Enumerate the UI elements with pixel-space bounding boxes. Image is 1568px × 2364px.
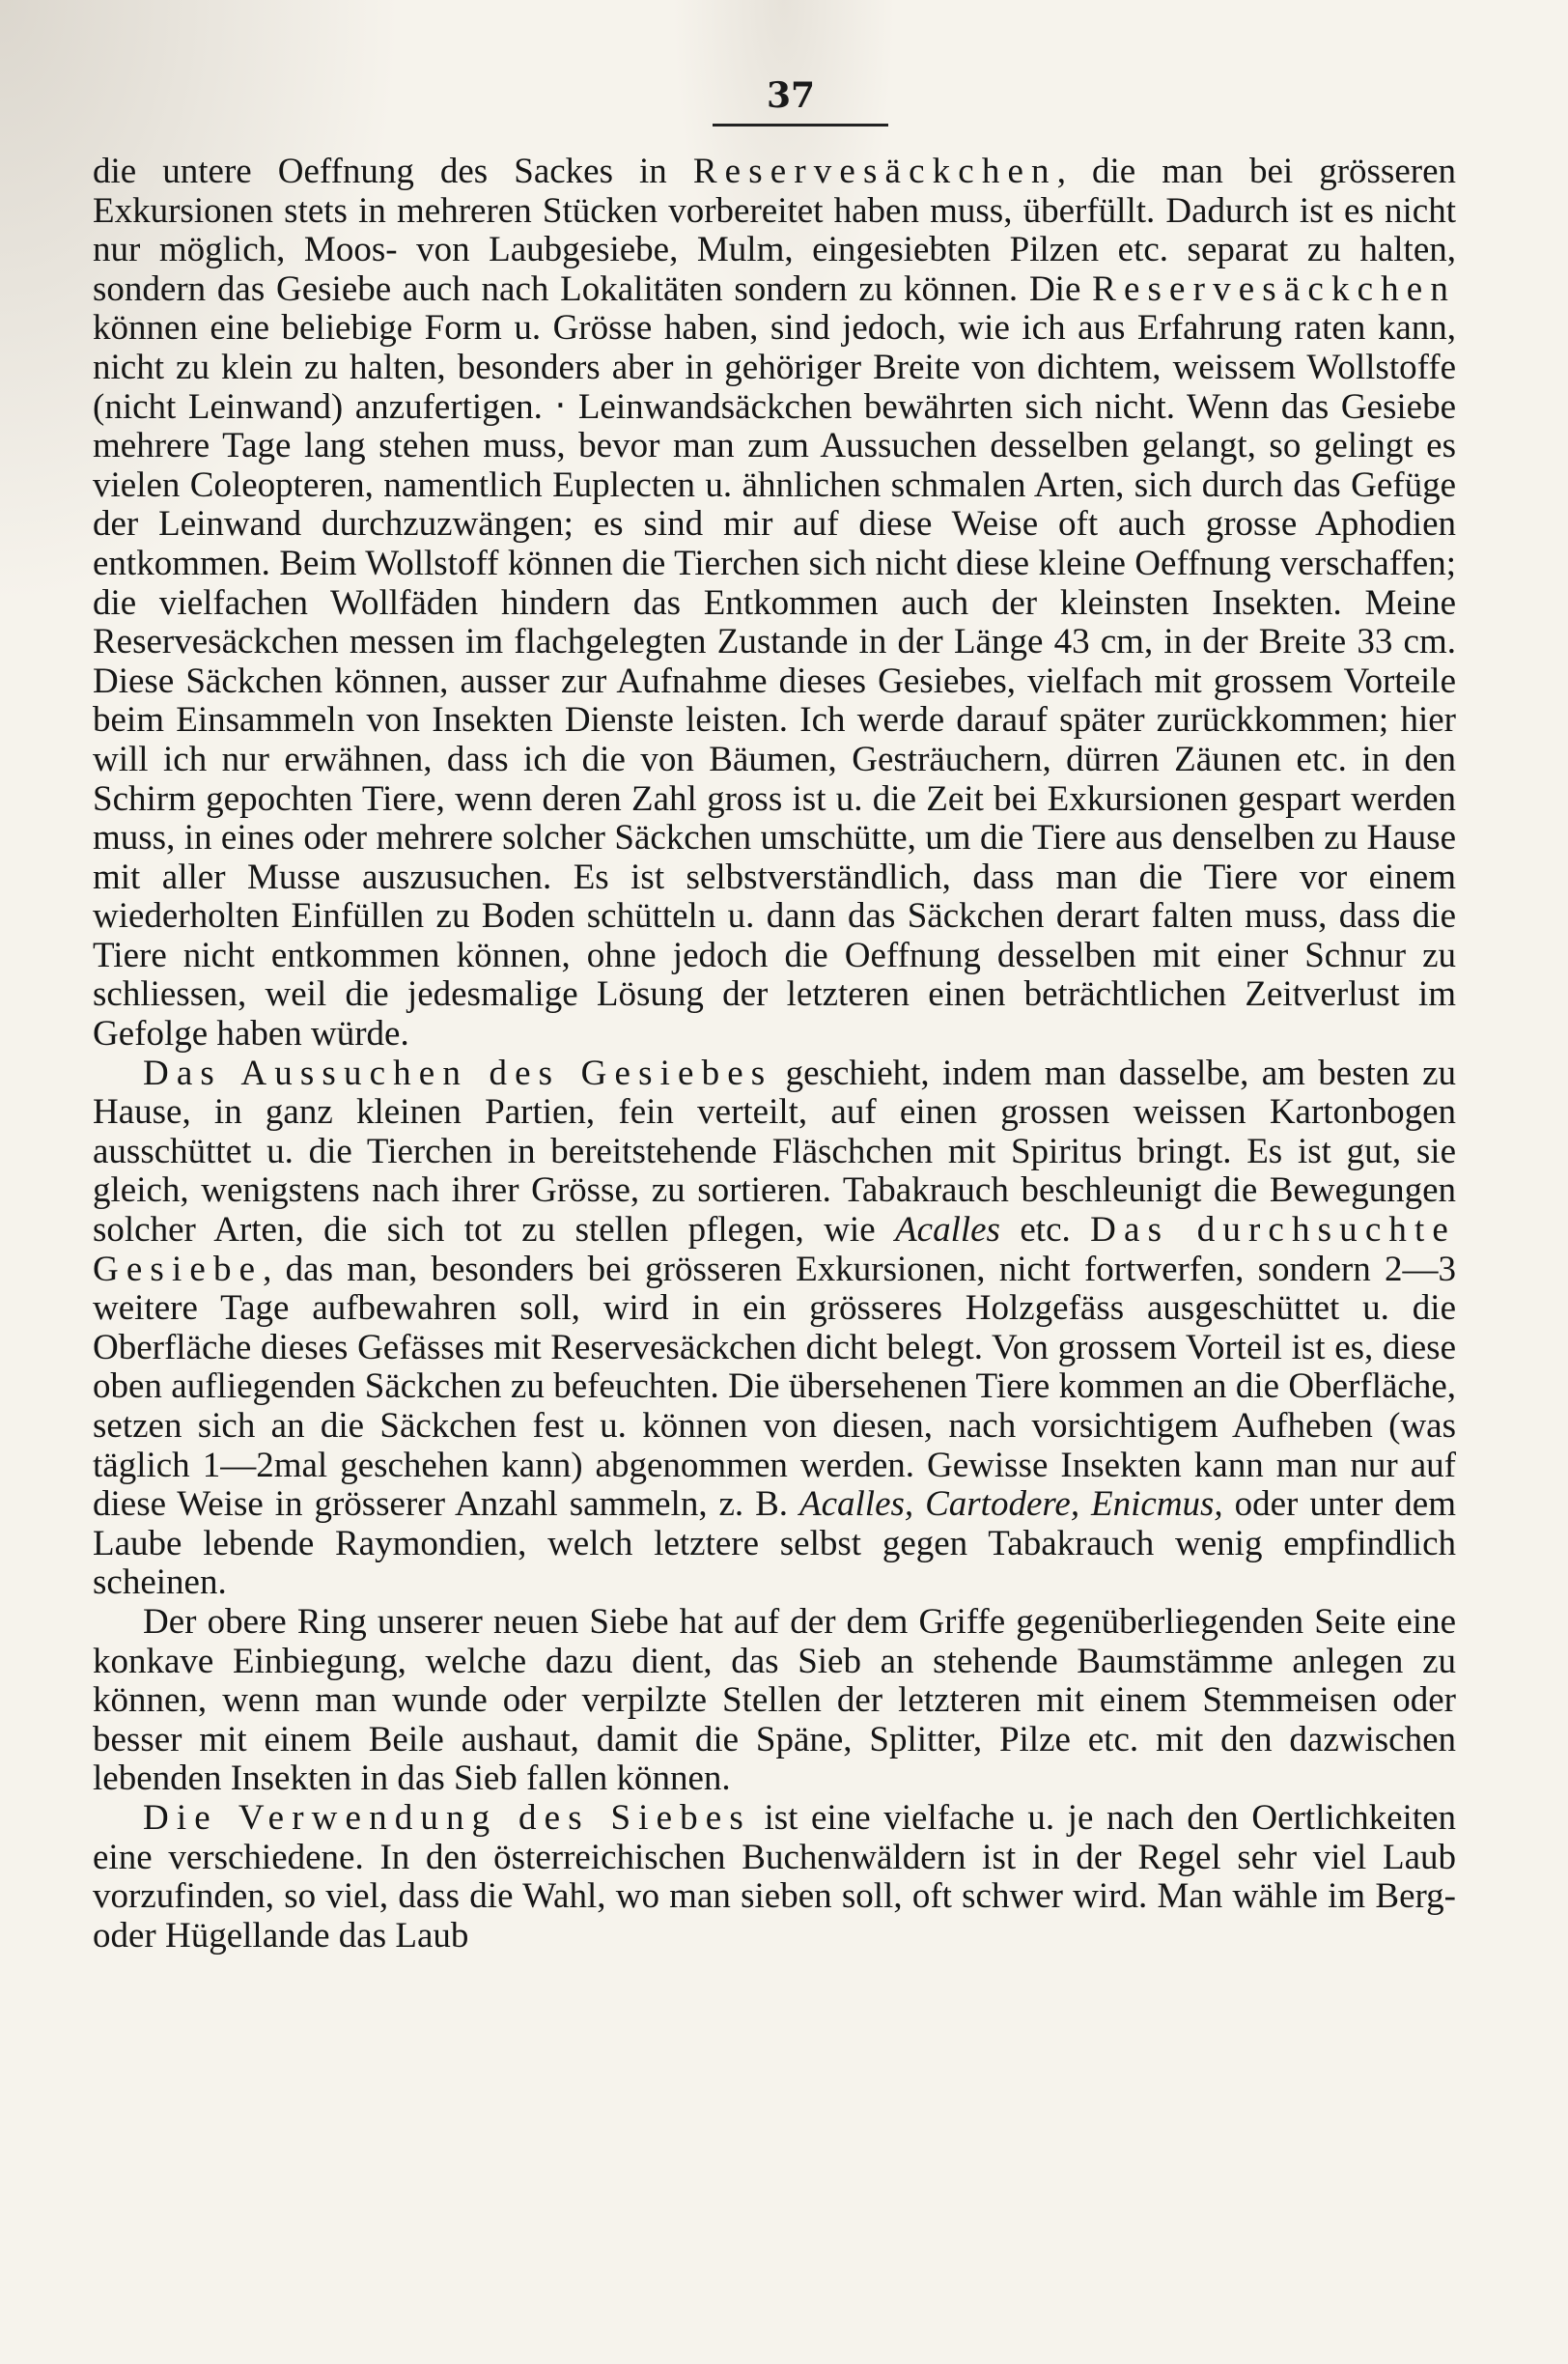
italic-taxon-text: Acalles, Cartodere, Enicmus, — [799, 1484, 1223, 1525]
paragraph-text: geschieht, indem man dasselbe, am besten zu Hause, in ganz kleinen Partien, fein verteilt, auf einen grossen weissen Kartonbogen ausschüttet u. die Tierchen in bereitstehende Fläschchen mit Spiritus bringt. Es ist gut, sie gleich, wenigstens nach ihrer Grösse, zu sortieren. Tabakrauch beschleunigt die Bewegungen solcher Arten, die sich tot zu stellen pflegen, wie — [93, 1053, 1457, 1251]
spaced-emphasis-text: Reservesäckchen — [1092, 268, 1456, 309]
header-rule — [713, 124, 888, 127]
paragraph — [93, 1799, 1456, 1956]
paragraph-text: können eine beliebige Form u. Grösse haben, sind jedoch, wie ich aus Erfahrung raten kann, nicht zu klein zu halten, besonders aber in gehöriger Breite von dichtem, weissem Wollstoffe (nicht Leinwand) anzufertigen. ‧ Leinwandsäckchen bewährten sich nicht. Wenn das Gesiebe mehrere Tage lang stehen muss, bevor man zum Aussuchen desselben gelangt, so gelingt es vielen Coleopteren, namentlich Euplecten u. ähnlichen schmalen Arten, sich durch das Gefüge der Leinwand durchzuzwängen; es sind mir auf diese Weise oft auch grosse Aphodien entkommen. Beim Wollstoff können die Tierchen sich nicht diese kleine Oeffnung verschaffen; die vielfachen Wollfäden hindern das Entkommen auch der kleinsten Insekten. Meine Reservesäckchen messen im flachgelegten Zustande in der Länge 43 cm, in der Breite 33 cm. Diese Säckchen können, ausser zur Aufnahme dieses Gesiebes, vielfach mit grossem Vorteile beim Einsammeln von Insekten Dienste leisten. Ich werde darauf später zurückkommen; hier will ich nur erwähnen, dass ich die von Bäumen, Gesträuchern, dürren Zäunen etc. in den Schirm gepochten Tiere, wenn deren Zahl gross ist u. die Zeit bei Exkursionen gespart werden muss, in eines oder mehrere solcher Säckchen umschütte, um die Tiere aus denselben zu Hause mit aller Musse auszusuchen. Es ist selbstverständlich, dass man die Tiere vor einem wiederholten Einfüllen zu Boden schütteln u. dann das Säckchen derart falten muss, dass die Tiere nicht entkommen können, ohne jedoch die Oeffnung desselben mit einer Schnur zu schliessen, weil die jedesmalige Lösung der letzteren einen beträchtlichen Zeitverlust im Gefolge haben würde. — [93, 308, 1456, 1055]
spaced-emphasis-text: Das durchsuchte Gesiebe — [93, 1210, 1456, 1289]
page-number: 37 — [766, 75, 816, 116]
paragraph — [93, 153, 1456, 1055]
italic-taxon-text: Acalles — [895, 1210, 1000, 1251]
spaced-emphasis-text: Das Aussuchen des Gesiebes — [143, 1053, 773, 1093]
paragraph-text: etc. — [999, 1210, 1091, 1251]
body-text — [93, 153, 1456, 1956]
paragraph-text: Der obere Ring unserer neuen Siebe hat auf der dem Griffe gegenüberliegenden Seite eine konkave Einbiegung, welche dazu dient, das Sieb an stehende Baumstämme anlegen zu können, wenn man wunde oder verpilzte Stellen der letzteren mit einem Stemmeisen oder besser mit einem Beile aushaut, damit die Späne, Splitter, Pilze etc. mit den dazwischen lebenden Insekten in das Sieb fallen können. — [93, 1601, 1456, 1799]
spaced-emphasis-text: Reservesäckchen — [692, 152, 1057, 191]
paragraph-text: , das man, besonders bei grösseren Exkursionen, nicht fortwerfen, sondern 2—3 weitere Tage aufbewahren soll, wird in ein grösseres Holzgefäss ausgeschüttet u. die Oberfläche dieses Gefässes mit Reservesäckchen dicht belegt. Von grossem Vorteil ist es, diese oben aufliegenden Säckchen zu befeuchten. Die übersehenen Tiere kommen an die Oberfläche, setzen sich an die Säckchen fest u. können von diesen, nach vorsichtigem Aufheben (was täglich 1—2mal geschehen kann) abgenommen werden. Gewisse Insekten kann man nur auf diese Weise in grösserer Anzahl sammeln, z. B. — [93, 1249, 1456, 1525]
paragraph — [93, 1603, 1456, 1799]
paragraph-text: oder unter dem Laube lebende Raymondien, welch letztere selbst gegen Tabakrauch wenig empfindlich scheinen. — [93, 1484, 1456, 1603]
paragraph-text: ist eine vielfache u. je nach den Oertlichkeiten eine verschiedene. In den österreichischen Buchenwäldern ist in der Regel sehr viel Laub vorzufinden, so viel, dass die Wahl, wo man sieben soll, oft schwer wird. Man wähle im Berg- oder Hügellande das Laub — [93, 1797, 1456, 1956]
paragraph-text: die untere Oeffnung des Sackes in — [93, 152, 693, 191]
paragraph-text: , die man bei grösseren Exkursionen stets in mehreren Stücken vorbereitet haben muss, überfüllt. Dadurch ist es nicht nur möglich, Moos- von Laubgesiebe, Mulm, eingesiebten Pilzen etc. separat zu halten, sondern das Gesiebe auch nach Lokalitäten sondern zu können. Die — [93, 152, 1456, 309]
paragraph — [93, 1055, 1456, 1603]
spaced-emphasis-text: Die Verwendung des Siebes — [143, 1797, 751, 1838]
